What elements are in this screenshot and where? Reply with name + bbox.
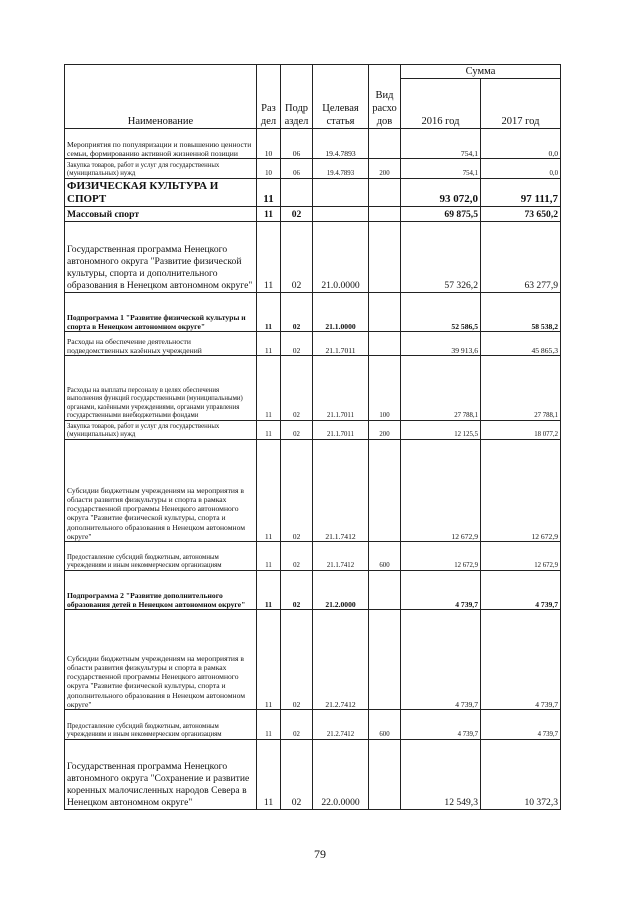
row-vid <box>369 440 401 542</box>
row-vid <box>369 222 401 293</box>
row-sum-2016: 754,1 <box>401 129 481 159</box>
row-name: Подпрограмма 1 "Развитие физической культуры и спорта в Ненецком автономном округе" <box>65 293 257 332</box>
row-vid <box>369 740 401 810</box>
row-name: Предоставление субсидий бюджетным, автономным учреждениям и иным некоммерческим организациям <box>65 542 257 571</box>
table-row <box>65 710 561 740</box>
row-sum-2017: 12 672,9 <box>481 440 561 542</box>
header-2017: 2017 год <box>481 79 561 129</box>
row-vid <box>369 207 401 222</box>
row-sum-2016: 52 586,5 <box>401 293 481 332</box>
row-target: 21.1.0000 <box>313 293 369 332</box>
row-target: 21.1.7011 <box>313 356 369 421</box>
row-name: Расходы на выплаты персоналу в целях обеспечения выполнения функций государственными (муниципальными) органами, казёнными учреждениями, органами управления государственными внебюджетными фондами <box>65 356 257 421</box>
row-sum-2017: 73 650,2 <box>481 207 561 222</box>
row-target: 19.4.7893 <box>313 159 369 179</box>
row-target: 21.1.7412 <box>313 440 369 542</box>
row-name: Субсидии бюджетным учреждениям на мероприятия в области развития физкультуры и спорта в рамках государственной программы Ненецкого автономного округа "Развитие физической культуры, спорта и дополнительного образования в Ненецком автономном округе" <box>65 610 257 710</box>
row-sum-2016: 4 739,7 <box>401 710 481 740</box>
row-name: Массовый спорт <box>65 207 257 222</box>
row-target <box>313 207 369 222</box>
table-body <box>65 129 561 810</box>
row-sum-2017: 97 111,7 <box>481 179 561 207</box>
row-name: Государственная программа Ненецкого автономного округа "Развитие физической культуры, спорта и дополнительного образования в Ненецком автономном округе" <box>65 222 257 293</box>
row-sum-2017: 45 865,3 <box>481 332 561 356</box>
row-sum-2017: 63 277,9 <box>481 222 561 293</box>
header-name: Наименование <box>65 65 257 129</box>
row-podrazdel: 02 <box>281 293 313 332</box>
row-vid <box>369 610 401 710</box>
row-podrazdel: 06 <box>281 129 313 159</box>
row-target: 21.1.7011 <box>313 421 369 440</box>
table-row <box>65 610 561 710</box>
row-podrazdel: 02 <box>281 571 313 610</box>
row-vid: 600 <box>369 710 401 740</box>
header-vid: Вид расхо дов <box>369 65 401 129</box>
row-razdel: 11 <box>257 222 281 293</box>
table-row <box>65 293 561 332</box>
row-sum-2017: 27 788,1 <box>481 356 561 421</box>
page-number: 79 <box>314 847 326 861</box>
header-razdel: Раз дел <box>257 65 281 129</box>
row-podrazdel: 06 <box>281 159 313 179</box>
row-target <box>313 179 369 207</box>
row-podrazdel: 02 <box>281 332 313 356</box>
row-razdel: 10 <box>257 159 281 179</box>
row-sum-2016: 39 913,6 <box>401 332 481 356</box>
row-target: 19.4.7893 <box>313 129 369 159</box>
row-sum-2016: 4 739,7 <box>401 571 481 610</box>
header-target: Целевая статья <box>313 65 369 129</box>
row-podrazdel <box>281 179 313 207</box>
row-vid <box>369 293 401 332</box>
row-sum-2016: 4 739,7 <box>401 610 481 710</box>
row-razdel: 11 <box>257 421 281 440</box>
row-sum-2016: 27 788,1 <box>401 356 481 421</box>
row-podrazdel: 02 <box>281 542 313 571</box>
table-row <box>65 356 561 421</box>
row-name: Предоставление субсидий бюджетным, автономным учреждениям и иным некоммерческим организациям <box>65 710 257 740</box>
row-target: 21.1.7011 <box>313 332 369 356</box>
row-sum-2016: 12 672,9 <box>401 542 481 571</box>
row-podrazdel: 02 <box>281 440 313 542</box>
row-podrazdel: 02 <box>281 356 313 421</box>
row-vid: 200 <box>369 159 401 179</box>
table-row <box>65 740 561 810</box>
row-target: 21.2.7412 <box>313 610 369 710</box>
row-razdel: 11 <box>257 740 281 810</box>
row-razdel: 11 <box>257 542 281 571</box>
row-sum-2016: 754,1 <box>401 159 481 179</box>
table-row <box>65 207 561 222</box>
row-podrazdel: 02 <box>281 421 313 440</box>
row-target: 22.0.0000 <box>313 740 369 810</box>
header-podrazdel: Подр аздел <box>281 65 313 129</box>
row-sum-2017: 0,0 <box>481 129 561 159</box>
table-row <box>65 332 561 356</box>
row-vid <box>369 129 401 159</box>
table-row <box>65 129 561 159</box>
row-name: Государственная программа Ненецкого автономного округа "Сохранение и развитие коренных малочисленных народов Севера в Ненецком автономном округе" <box>65 740 257 810</box>
row-name: Подпрограмма 2 "Развитие дополнительного образования детей в Ненецком автономном округе" <box>65 571 257 610</box>
table-row <box>65 440 561 542</box>
row-sum-2017: 10 372,3 <box>481 740 561 810</box>
row-target: 21.2.7412 <box>313 710 369 740</box>
row-sum-2016: 57 326,2 <box>401 222 481 293</box>
row-name: ФИЗИЧЕСКАЯ КУЛЬТУРА И СПОРТ <box>65 179 257 207</box>
row-sum-2016: 12 549,3 <box>401 740 481 810</box>
row-target: 21.2.0000 <box>313 571 369 610</box>
row-vid <box>369 571 401 610</box>
row-sum-2016: 12 125,5 <box>401 421 481 440</box>
row-name: Закупка товаров, работ и услуг для государственных (муниципальных) нужд <box>65 421 257 440</box>
row-name: Расходы на обеспечение деятельности подведомственных казённых учреждений <box>65 332 257 356</box>
row-vid <box>369 332 401 356</box>
table-row <box>65 542 561 571</box>
row-razdel: 11 <box>257 610 281 710</box>
row-sum-2017: 0,0 <box>481 159 561 179</box>
row-name: Мероприятия по популяризации и повышению ценности семьи, формированию активной жизненной позиции <box>65 129 257 159</box>
row-razdel: 11 <box>257 440 281 542</box>
row-vid: 200 <box>369 421 401 440</box>
row-podrazdel: 02 <box>281 222 313 293</box>
table-row <box>65 421 561 440</box>
row-target: 21.0.0000 <box>313 222 369 293</box>
header-2016: 2016 год <box>401 79 481 129</box>
row-razdel: 10 <box>257 129 281 159</box>
row-razdel: 11 <box>257 207 281 222</box>
row-podrazdel: 02 <box>281 207 313 222</box>
row-sum-2017: 4 739,7 <box>481 710 561 740</box>
header-sum: Сумма <box>401 65 561 79</box>
row-sum-2016: 12 672,9 <box>401 440 481 542</box>
row-podrazdel: 02 <box>281 710 313 740</box>
row-razdel: 11 <box>257 571 281 610</box>
row-sum-2017: 4 739,7 <box>481 571 561 610</box>
row-podrazdel: 02 <box>281 610 313 710</box>
table-row <box>65 159 561 179</box>
row-sum-2017: 4 739,7 <box>481 610 561 710</box>
row-razdel: 11 <box>257 293 281 332</box>
row-razdel: 11 <box>257 710 281 740</box>
table-row <box>65 222 561 293</box>
row-sum-2017: 18 077,2 <box>481 421 561 440</box>
row-podrazdel: 02 <box>281 740 313 810</box>
row-razdel: 11 <box>257 356 281 421</box>
row-vid: 100 <box>369 356 401 421</box>
row-sum-2017: 12 672,9 <box>481 542 561 571</box>
row-sum-2016: 69 875,5 <box>401 207 481 222</box>
row-name: Субсидии бюджетным учреждениям на мероприятия в области развития физкультуры и спорта в рамках государственной программы Ненецкого автономного округа "Развитие физической культуры, спорта и дополнительного образования в Ненецком автономном округе" <box>65 440 257 542</box>
table-row <box>65 571 561 610</box>
budget-table <box>64 64 561 810</box>
row-razdel: 11 <box>257 332 281 356</box>
row-sum-2017: 58 538,2 <box>481 293 561 332</box>
row-vid <box>369 179 401 207</box>
row-name: Закупка товаров, работ и услуг для государственных (муниципальных) нужд <box>65 159 257 179</box>
row-sum-2016: 93 072,0 <box>401 179 481 207</box>
row-target: 21.1.7412 <box>313 542 369 571</box>
table-row <box>65 179 561 207</box>
row-razdel: 11 <box>257 179 281 207</box>
row-vid: 600 <box>369 542 401 571</box>
